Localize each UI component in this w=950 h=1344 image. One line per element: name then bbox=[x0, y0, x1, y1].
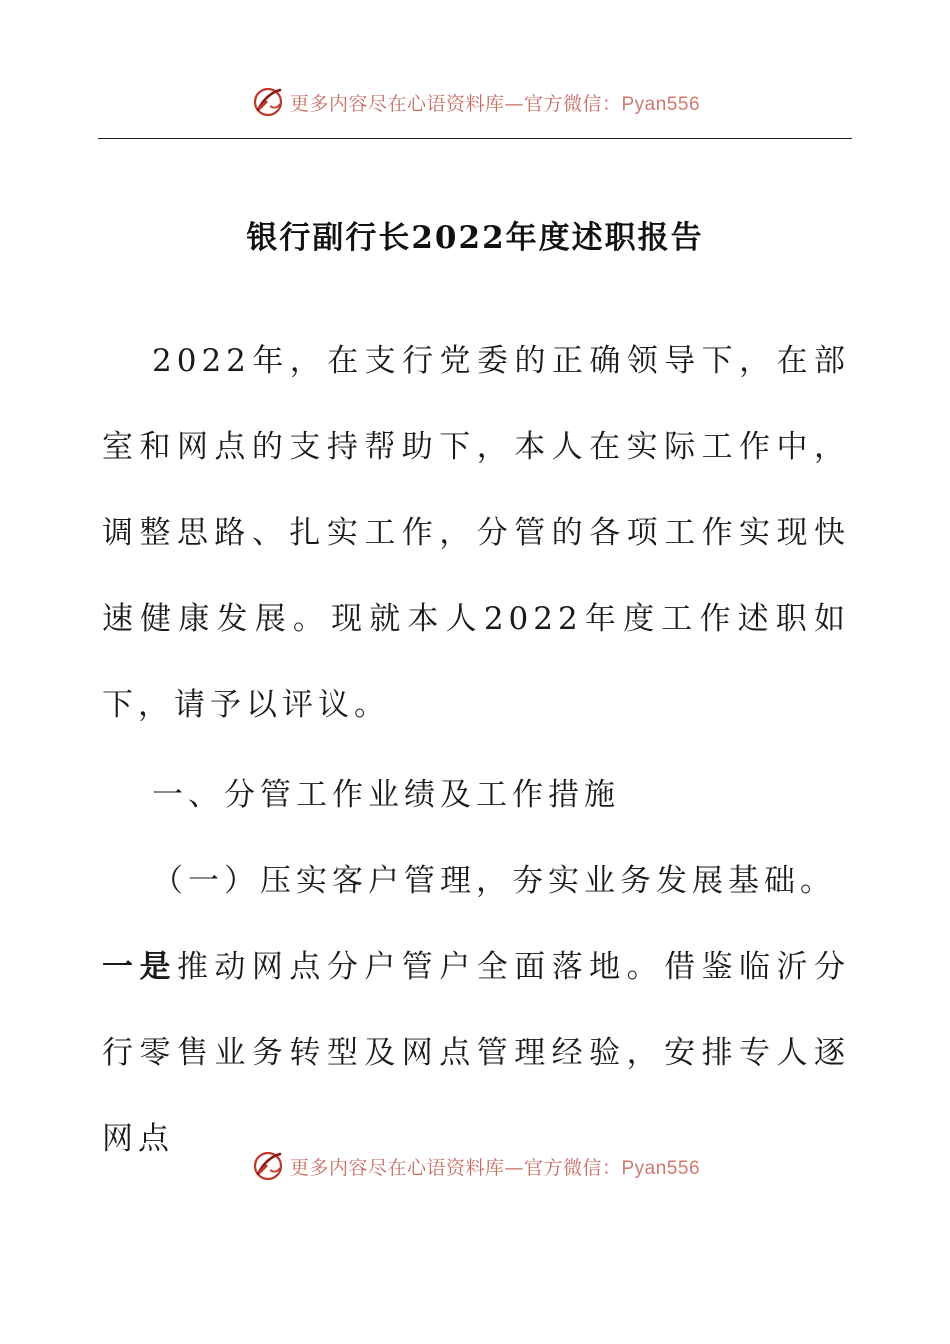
watermark-text: 更多内容尽在心语资料库—官方微信： bbox=[289, 92, 622, 115]
pen-logo-icon bbox=[250, 1148, 286, 1184]
header-divider bbox=[98, 138, 852, 139]
watermark-handle: Pyan556 bbox=[621, 1157, 701, 1179]
document-body bbox=[102, 318, 850, 1182]
point-paragraph bbox=[102, 924, 850, 1182]
footer-watermark bbox=[0, 1146, 950, 1186]
header-watermark bbox=[0, 82, 950, 122]
subsection-heading: （一）压实客户管理，夯实业务发展基础。 bbox=[152, 863, 836, 899]
pen-logo-icon bbox=[250, 84, 286, 120]
watermark-text: 更多内容尽在心语资料库—官方微信： bbox=[289, 1156, 622, 1179]
watermark-handle: Pyan556 bbox=[621, 93, 701, 115]
point-text: 推动网点分户管户全面落地。借鉴临沂分行零售业务转型及网点管理经验，安排专人逐网点 bbox=[102, 949, 851, 1157]
section-heading: 一、分管工作业绩及工作措施 bbox=[152, 777, 620, 813]
intro-paragraph: 2022年，在支行党委的正确领导下，在部室和网点的支持帮助下，本人在实际工作中，调整思路、扎实工作，分管的各项工作实现快速健康发展。现就本人2022年度工作述职如下，请予以评议。 bbox=[102, 343, 850, 723]
point-lead: 一是 bbox=[102, 949, 177, 985]
document-title: 银行副行长2022年度述职报告 bbox=[246, 220, 704, 256]
